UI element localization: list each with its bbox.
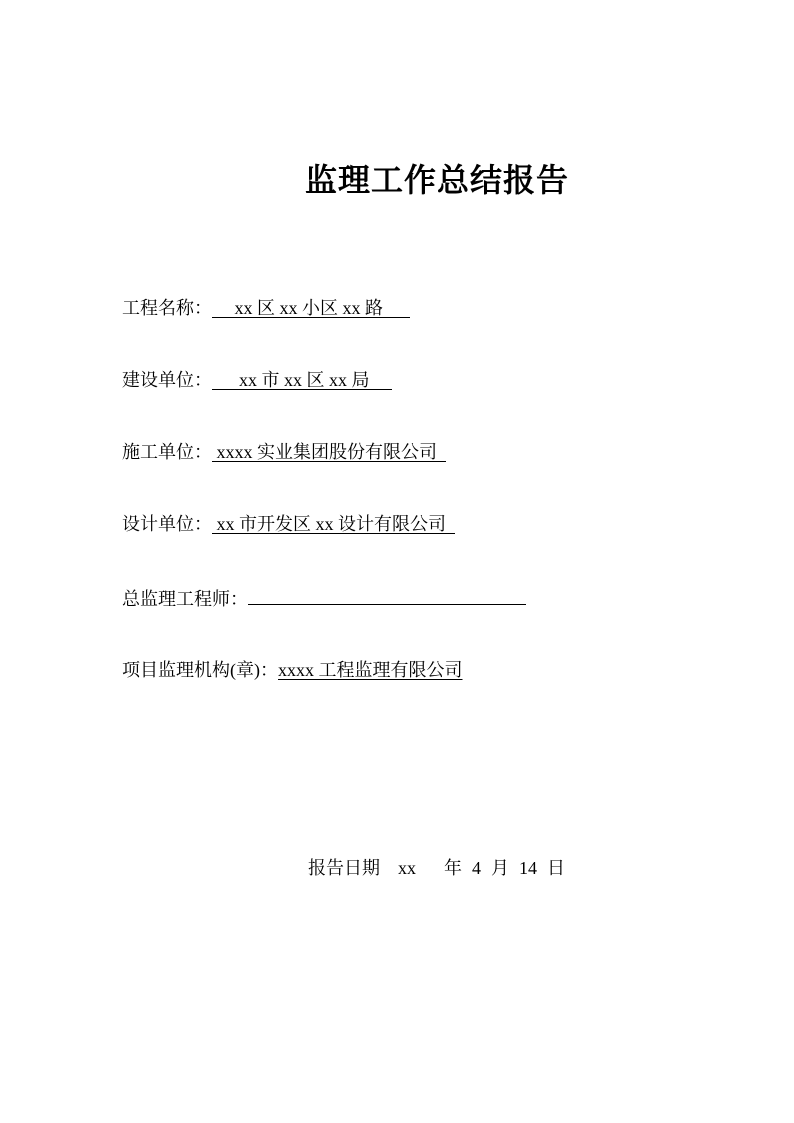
construction-owner-label: 建设单位：	[122, 370, 212, 390]
project-name-label: 工程名称：	[122, 298, 212, 318]
supervision-agency-field	[122, 658, 463, 682]
document-title: 监理工作总结报告	[304, 162, 569, 198]
designer-value: xx 市开发区 xx 设计有限公司	[212, 514, 455, 534]
chief-supervisor-blank	[248, 584, 526, 605]
date-day: 14	[519, 858, 537, 878]
supervision-agency-label: 项目监理机构(章)：	[122, 660, 278, 680]
date-day-unit: 日	[547, 858, 565, 878]
construction-owner-field	[122, 368, 392, 392]
chief-supervisor-label: 总监理工程师：	[122, 589, 248, 609]
date-month: 4	[472, 858, 481, 878]
chief-supervisor-field	[122, 584, 526, 611]
date-prefix: 报告日期	[308, 858, 380, 878]
supervision-agency-value: xxxx 工程监理有限公司	[278, 660, 463, 680]
contractor-label: 施工单位：	[122, 442, 212, 462]
date-month-unit: 月	[491, 858, 509, 878]
date-year: xx	[398, 858, 416, 878]
report-date	[308, 856, 565, 880]
date-year-unit: 年	[444, 858, 462, 878]
contractor-field	[122, 440, 446, 464]
designer-label: 设计单位：	[122, 514, 212, 534]
project-name-value: xx 区 xx 小区 xx 路	[212, 298, 410, 318]
project-name-field	[122, 296, 410, 320]
contractor-value: xxxx 实业集团股份有限公司	[212, 442, 446, 462]
designer-field	[122, 512, 455, 536]
construction-owner-value: xx 市 xx 区 xx 局	[212, 370, 392, 390]
